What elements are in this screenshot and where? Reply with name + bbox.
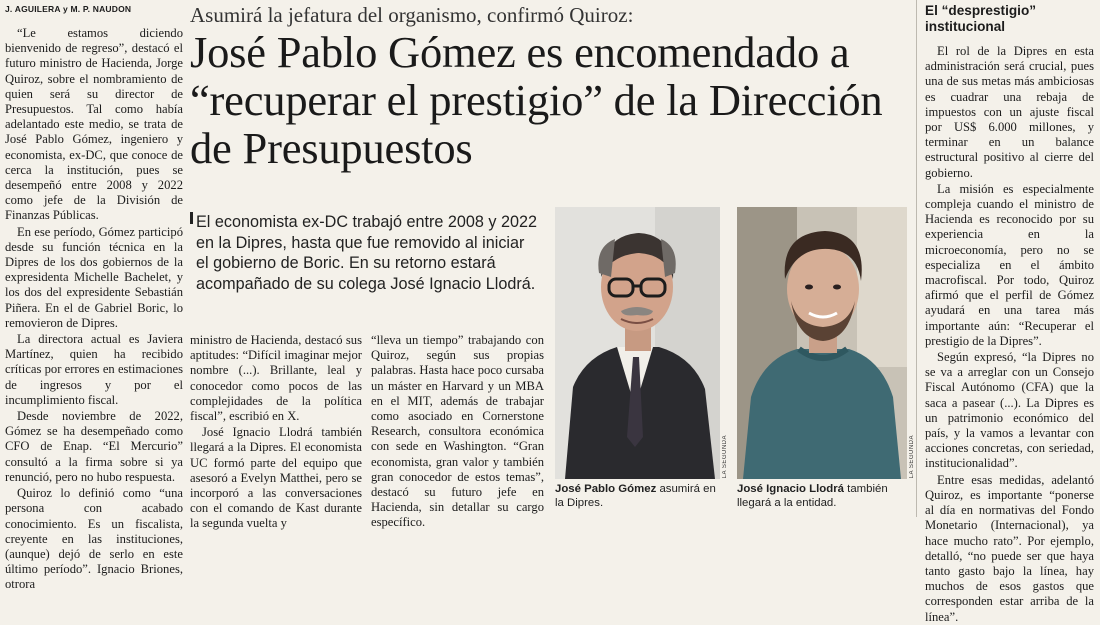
paragraph: La misión es especialmente compleja cuando el ministro de Hacienda es reconocido por su experiencia en la microeconomía, pero no se especializa en el ámbito macrofiscal. Por todo, Quiroz afirmó que el perfil de Gómez ayudará en una tarea más importante aún: “Recuperar el prestigio de la Dipres”. xyxy=(925,181,1094,348)
caption-name: José Ignacio Llodrá xyxy=(737,483,844,495)
article-column-middle-1 xyxy=(190,333,362,532)
article-column-middle-2 xyxy=(371,333,544,531)
column-separator xyxy=(916,0,917,517)
paragraph: El rol de la Dipres en esta administración será crucial, pues una de sus metas más ambiciosas es cuadrar una rebaja de impuestos con un ajuste fiscal por US$ 6.000 millones, y terminar en un balance estructural positivo al cierre del gobierno. xyxy=(925,44,1094,180)
photo-jose-ignacio-llodra xyxy=(737,207,907,479)
portrait-illustration xyxy=(737,207,907,479)
paragraph: “Le estamos diciendo bienvenido de regreso”, destacó el futuro ministro de Hacienda, Jorge Quiroz, sobre el nombramiento de quien será su director de Presupuestos. Tal como había adelantado este medio, se trata de José Pablo Gómez, ingeniero y economista, ex-DC, que conoce de cerca la institución, pues se desempeñó entre 2008 y 2022 como jefe de la División de Finanzas Públicas. xyxy=(5,26,183,223)
photo-caption xyxy=(555,482,723,510)
kicker: Asumirá la jefatura del organismo, confirmó Quiroz: xyxy=(190,3,634,27)
paragraph: “lleva un tiempo” trabajando con Quiroz, según sus propias palabras. Hasta hace poco cursaba un máster en Harvard y un MBA en el MIT, además de trabajar como asociado en Cornerstone Research, consultora económica con sede en Washington. “Gran economista, gran valor y también gran conocedor de estos temas”, destacó su futuro jefe en Hacienda, sin detallar su cargo específico. xyxy=(371,333,544,530)
caption-name: José Pablo Gómez xyxy=(555,483,657,495)
photo-credit: LA SEGUNDA xyxy=(909,435,915,479)
caption-text: también llegará a la entidad. xyxy=(737,483,888,509)
paragraph: La directora actual es Javiera Martínez, quien ha recibido críticas por errores en estimaciones de ingresos y por el incumplimiento fiscal. xyxy=(5,332,183,407)
paragraph: José Ignacio Llodrá también llegará a la Dipres. El economista UC formó parte del equipo que asesoró a Evelyn Matthei, pero se incorporó a las conversaciones con el comando de Kast durante la segunda vuelta y xyxy=(190,425,362,531)
deck-rule xyxy=(190,212,193,224)
sidebar-column xyxy=(925,44,1094,625)
portrait-illustration xyxy=(555,207,720,479)
paragraph: ministro de Hacienda, destacó sus aptitudes: “Difícil imaginar mejor nombre (...). Brillante, leal y conocedor como pocos de las complejidades de la política fiscal”, escribió en X. xyxy=(190,333,362,424)
photo-jose-pablo-gomez xyxy=(555,207,720,479)
photo-caption xyxy=(737,482,909,510)
paragraph: Desde noviembre de 2022, Gómez se ha desempeñado como CFO de Enap. “El Mercurio” consultó a la firma sobre si ya renunció, pero no hubo respuesta. xyxy=(5,409,183,484)
byline: J. AGUILERA y M. P. NAUDON xyxy=(5,4,132,14)
paragraph: Entre esas medidas, adelantó Quiroz, es importante “ponerse al día en normativas del Fondo Monetario (Internacional), ya hace mucho rato”. Por ejemplo, detalló, “no puede ser que haya tanto gasto bajo la línea, hay muchos de esos gastos que corresponden estar arriba de la línea”. xyxy=(925,472,1094,624)
caption-text: asumirá en la Dipres. xyxy=(555,483,716,509)
photo-credit: LA SEGUNDA xyxy=(722,435,728,479)
sidebar-title: El “desprestigio” institucional xyxy=(925,3,1037,34)
paragraph: En ese período, Gómez participó desde su función técnica en la Dipres de los dos gobiernos de la expresidenta Michelle Bachelet, y los dos del expresidente Sebastián Piñera. En el de Gabriel Boric, lo removieron de Dipres. xyxy=(5,224,183,330)
paragraph: Según expresó, “la Dipres no se va a arreglar con un Consejo Fiscal Autónomo (CFA) que la saca a pasear (...). La Dipres es un patrimonio económico del país, y la vamos a levantar con acciones concretas, con seriedad, institucionalidad”. xyxy=(925,350,1094,471)
headline: José Pablo Gómez es encomendado a “recuperar el prestigio” de la Dirección de Presupuestos xyxy=(190,27,883,173)
article-column-left xyxy=(5,26,183,593)
paragraph: Quiroz lo definió como “una persona con acabado conocimiento. Es un fiscalista, creyente en las instituciones, (aunque) dejó de serlo en este último período”. Ignacio Briones, otrora xyxy=(5,486,183,592)
deck: El economista ex-DC trabajó entre 2008 y 2022 en la Dipres, hasta que fue removido al iniciar el gobierno de Boric. En su retorno estará acompañado de su colega José Ignacio Llodrá. xyxy=(196,213,538,293)
